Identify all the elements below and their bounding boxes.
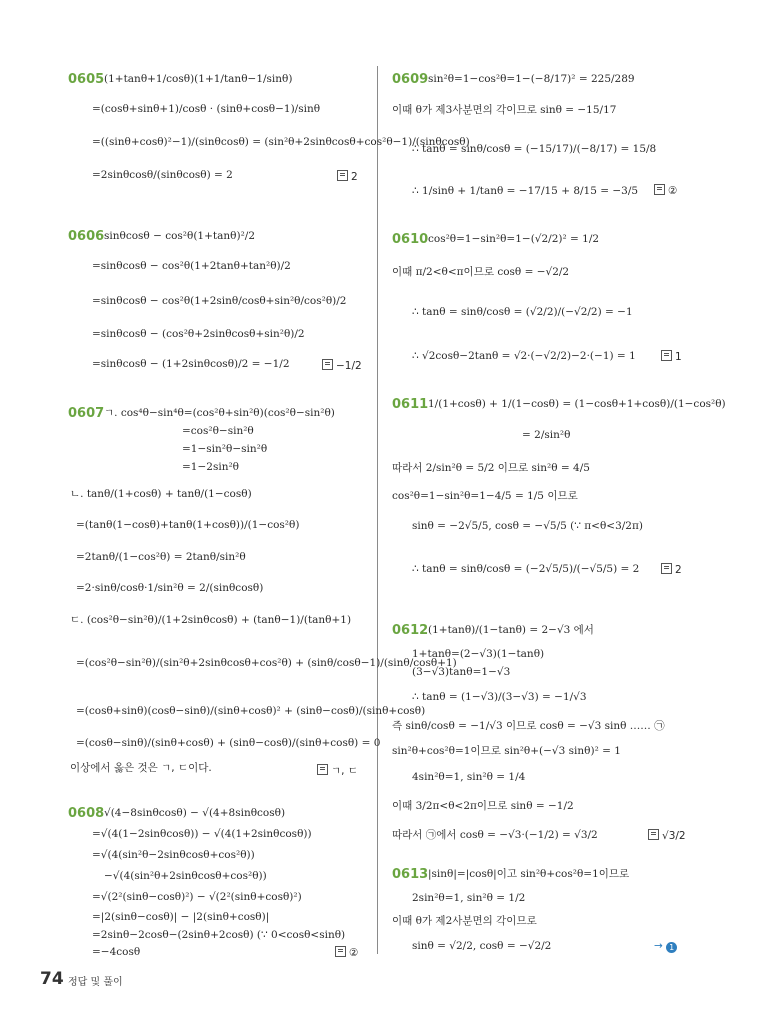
- problem-number: 0608: [68, 806, 105, 821]
- solution-line: =sinθcosθ − cos²θ(1+2sinθ/cosθ+sin²θ/cos²θ)/2: [92, 295, 347, 307]
- answer-value: 2: [675, 564, 682, 576]
- solution-line: sin²θ=1−cos²θ=1−(−8/17)² = 225/289: [428, 73, 635, 85]
- solution-line: ∴ tanθ = sinθ/cosθ = (√2/2)/(−√2/2) = −1: [412, 306, 633, 318]
- answer-value: −1/2: [336, 360, 362, 372]
- answer-box: [317, 763, 358, 778]
- solution-line: 4sin²θ=1, sin²θ = 1/4: [412, 771, 526, 783]
- solution-line: =(cosθ+sinθ)(cosθ−sinθ)/(sinθ+cosθ)² + (sinθ−cosθ)/(sinθ+cosθ): [76, 705, 426, 717]
- solution-line: ∴ 1/sinθ + 1/tanθ = −17/15 + 8/15 = −3/5: [412, 185, 639, 197]
- solution-line: =2sinθcosθ/(sinθcosθ) = 2: [92, 169, 233, 181]
- footer-label: 정답 및 풀이: [68, 977, 123, 988]
- solution-line: =(cosθ−sinθ)/(sinθ+cosθ) + (sinθ−cosθ)/(sinθ+cosθ) = 0: [76, 737, 381, 749]
- solution-line: =sinθcosθ − (cos²θ+2sinθcosθ+sin²θ)/2: [92, 328, 305, 340]
- problem-number: 0610: [392, 232, 429, 247]
- solution-line: =cos²θ−sin²θ: [182, 425, 254, 437]
- solution-line: 1/(1+cosθ) + 1/(1−cosθ) = (1−cosθ+1+cosθ)/(1−cos²θ): [428, 398, 726, 410]
- solution-line: =(tanθ(1−cosθ)+tanθ(1+cosθ))/(1−cos²θ): [76, 519, 300, 531]
- answer-value: √3/2: [662, 830, 686, 842]
- solution-line: ∴ tanθ = (1−√3)/(3−√3) = −1/√3: [412, 691, 587, 703]
- answer-icon: [317, 764, 328, 775]
- answer-box: [322, 359, 362, 372]
- solution-line: ∴ √2cosθ−2tanθ = √2·(−√2/2)−2·(−1) = 1: [412, 350, 636, 362]
- solution-line: ㄱ. cos⁴θ−sin⁴θ=(cos²θ+sin²θ)(cos²θ−sin²θ): [104, 407, 335, 419]
- solution-line: =(cos²θ−sin²θ)/(sin²θ+2sinθcosθ+cos²θ) + (sinθ/cosθ−1)/(sinθ/cosθ+1): [76, 657, 457, 669]
- solution-line: 이때 π/2<θ<π이므로 cosθ = −√2/2: [392, 266, 570, 278]
- problem-number: 0606: [68, 229, 105, 244]
- solution-line: =1−sin²θ−sin²θ: [182, 443, 268, 455]
- problem-number: 0609: [392, 72, 429, 87]
- solution-line: =sinθcosθ − (1+2sinθcosθ)/2 = −1/2: [92, 358, 290, 370]
- solution-line: ㄷ. (cos²θ−sin²θ)/(1+2sinθcosθ) + (tanθ−1)/(tanθ+1): [70, 614, 352, 626]
- problem-number: 0613: [392, 867, 429, 882]
- answer-box: [654, 184, 677, 197]
- solution-line: √(4−8sinθcosθ) − √(4+8sinθcosθ): [104, 807, 286, 819]
- solution-line: 이때 θ가 제3사분면의 각이므로 sinθ = −15/17: [392, 104, 617, 116]
- answer-icon: [661, 563, 672, 574]
- answer-icon: [648, 829, 659, 840]
- answer-value: ②: [349, 947, 359, 959]
- continue-number: 1: [666, 942, 677, 953]
- solution-line: 이때 θ가 제2사분면의 각이므로: [392, 915, 537, 927]
- solution-line: 따라서 2/sin²θ = 5/2 이므로 sin²θ = 4/5: [392, 462, 590, 474]
- solution-line: =sinθcosθ − cos²θ(1+2tanθ+tan²θ)/2: [92, 260, 291, 272]
- solution-line: =√(2²(sinθ−cosθ)²) − √(2²(sinθ+cosθ)²): [92, 891, 302, 903]
- problem-number: 0611: [392, 397, 429, 412]
- solution-line: =√(4(1−2sinθcosθ)) − √(4(1+2sinθcosθ)): [92, 828, 312, 840]
- answer-icon: [335, 946, 346, 957]
- problem-number: 0607: [68, 406, 105, 421]
- solution-line: =2tanθ/(1−cos²θ) = 2tanθ/sin²θ: [76, 551, 246, 563]
- answer-icon: [654, 184, 665, 195]
- solution-line: sinθ = −2√5/5, cosθ = −√5/5 (∵ π<θ<3/2π): [412, 520, 643, 532]
- solution-line: 따라서 ㉠에서 cosθ = −√3·(−1/2) = √3/2: [392, 829, 598, 841]
- solution-line: cos²θ=1−sin²θ=1−(√2/2)² = 1/2: [428, 233, 600, 245]
- solution-conclusion: 이상에서 옳은 것은 ㄱ, ㄷ이다.: [70, 762, 212, 774]
- solution-line: (1+tanθ)/(1−tanθ) = 2−√3 에서: [428, 624, 594, 636]
- solution-line: 즉 sinθ/cosθ = −1/√3 이므로 cosθ = −√3 sinθ …… ㉠: [392, 720, 665, 732]
- solution-line: ㄴ. tanθ/(1+cosθ) + tanθ/(1−cosθ): [70, 488, 252, 500]
- answer-value: 1: [675, 351, 682, 363]
- solution-line: ∴ tanθ = sinθ/cosθ = (−15/17)/(−8/17) = 15/8: [412, 143, 657, 155]
- answer-icon: [661, 350, 672, 361]
- solution-line: 2sin²θ=1, sin²θ = 1/2: [412, 892, 526, 904]
- solution-line: =((sinθ+cosθ)²−1)/(sinθcosθ) = (sin²θ+2sinθcosθ+cos²θ−1)/(sinθcosθ): [92, 136, 470, 148]
- solution-line: sinθ = √2/2, cosθ = −√2/2: [412, 940, 552, 952]
- answer-box: [335, 946, 358, 959]
- answer-box: [661, 350, 682, 363]
- answer-icon: [322, 359, 333, 370]
- answer-box: [661, 563, 682, 576]
- solution-line: =−4cosθ: [92, 946, 141, 958]
- arrow-icon: →: [654, 940, 663, 952]
- solution-line: sin²θ+cos²θ=1이므로 sin²θ+(−√3 sinθ)² = 1: [392, 745, 621, 757]
- answer-value: ㄱ, ㄷ: [331, 765, 358, 777]
- solution-line: =2sinθ−2cosθ−(2sinθ+2cosθ) (∵ 0<cosθ<sinθ): [92, 929, 346, 941]
- solution-line: = 2/sin²θ: [522, 429, 571, 441]
- solution-line: 이때 3/2π<θ<2π이므로 sinθ = −1/2: [392, 800, 574, 812]
- solution-line: =2·sinθ/cosθ·1/sin²θ = 2/(sinθcosθ): [76, 582, 264, 594]
- problem-number: 0612: [392, 623, 429, 638]
- solution-line: (3−√3)tanθ=1−√3: [412, 666, 511, 678]
- solution-line: cos²θ=1−sin²θ=1−4/5 = 1/5 이므로: [392, 490, 578, 502]
- column-divider: [377, 66, 378, 954]
- answer-value: ②: [668, 185, 678, 197]
- answer-box: [648, 829, 686, 842]
- answer-box: [337, 170, 358, 183]
- solution-line: −√(4(sin²θ+2sinθcosθ+cos²θ)): [104, 870, 267, 882]
- page-number: 74: [40, 969, 64, 989]
- solution-line: =1−2sin²θ: [182, 461, 239, 473]
- continued-reference: [654, 940, 677, 953]
- solution-line: sinθcosθ − cos²θ(1+tanθ)²/2: [104, 230, 255, 242]
- solution-line: =(cosθ+sinθ+1)/cosθ · (sinθ+cosθ−1)/sinθ: [92, 103, 321, 115]
- solution-line: (1+tanθ+1/cosθ)(1+1/tanθ−1/sinθ): [104, 73, 293, 85]
- solution-line: =√(4(sin²θ−2sinθcosθ+cos²θ)): [92, 849, 255, 861]
- answer-value: 2: [351, 171, 358, 183]
- solution-line: =|2(sinθ−cosθ)| − |2(sinθ+cosθ)|: [92, 911, 270, 923]
- solution-line: |sinθ|=|cosθ|이고 sin²θ+cos²θ=1이므로: [428, 868, 630, 880]
- problem-number: 0605: [68, 72, 105, 87]
- answer-icon: [337, 170, 348, 181]
- solution-line: 1+tanθ=(2−√3)(1−tanθ): [412, 648, 545, 660]
- solution-line: ∴ tanθ = sinθ/cosθ = (−2√5/5)/(−√5/5) = 2: [412, 563, 640, 575]
